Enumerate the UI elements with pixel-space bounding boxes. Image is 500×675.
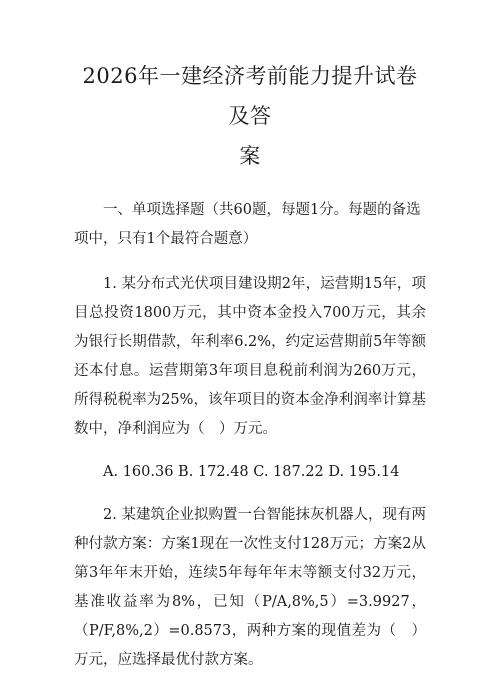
question-1-options: A. 160.36 B. 172.48 C. 187.22 D. 195.14 <box>103 464 400 480</box>
title-line-2: 案 <box>239 144 261 168</box>
document-title <box>74 56 426 176</box>
title-line-1: 2026年一建经济考前能力提升试卷及答 <box>82 64 418 128</box>
question-2-text: 2. 某建筑企业拟购置一台智能抹灰机器人，现有两种付款方案：方案1现在一次性支付128万元；方案2从第3年年末开始，连续5年每年年末等额支付32万元，基准收益率为8%，已知（P/A,8%,5）=3.9927，（P/F,8%,2）=0.8573，两种方案的现值差为（ ）万元，应选择最优付款方案。 <box>74 507 426 668</box>
question-1-text: 1. 某分布式光伏项目建设期2年，运营期15年，项目总投资1800万元，其中资本金投入700万元，其余为银行长期借款，年利率6.2%，约定运营期前5年等额还本付息。运营期第3年项目息税前利润为260万元，所得税税率为25%，该年项目的资本金净利润率计算基数中，净利润应为（ ）万元。 <box>74 276 426 437</box>
section-heading: 一、单项选择题（共60题，每题1分。每题的备选项中，只有1个最符合题意） <box>74 202 421 247</box>
